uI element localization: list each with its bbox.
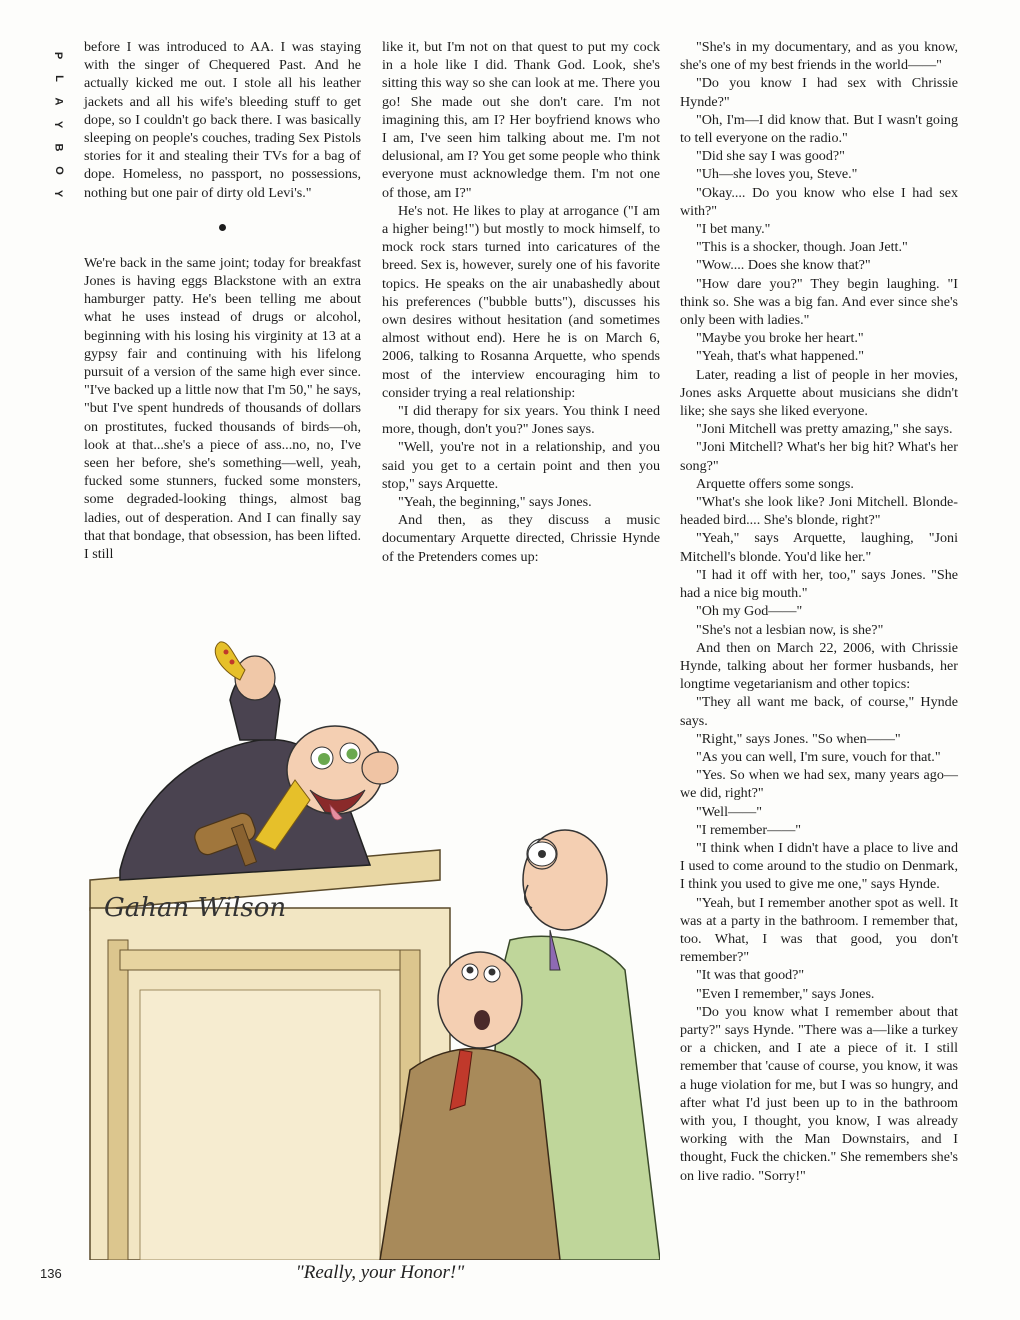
cartoon-caption: "Really, your Honor!" xyxy=(295,1262,465,1283)
paragraph: "Well——" xyxy=(696,803,762,820)
paragraph: "They all want me back, of course," Hynde says. xyxy=(680,694,958,729)
paragraph: "I bet many." xyxy=(696,221,771,238)
section-break-bullet xyxy=(219,224,226,231)
running-head-letter: Y xyxy=(52,120,65,129)
paragraph: "It was that good?" xyxy=(696,967,805,984)
page-number: 136 xyxy=(40,1266,62,1281)
paragraph: He's not. He likes to play at arrogance ("I am a higher being!") but mostly to mock himself, to mock rock stars turned into caricatures of the breed. Sex is, however, surely one of his favorite topics. He speaks on the air unabashedly about his preferences ("bubble butts"), discusses his own desires without hesitation (and sometimes almost without end). Here he is on March 6, 2006, talking to Rosanna Arquette, who spends most of the interview encouraging him to consider trying a real relationship: xyxy=(382,202,660,401)
text-column-1 xyxy=(84,38,361,563)
paragraph: "Okay.... Do you know who else I had sex with?" xyxy=(680,184,958,219)
running-head-letter: O xyxy=(52,166,65,175)
signature-text: Gahan Wilson xyxy=(104,893,287,923)
paragraph: "Well, you're not in a relationship, and you said you get to a certain point and then you stop," says Arquette. xyxy=(382,439,660,492)
paragraph: "Yes. So when we had sex, many years ago—we did, right?" xyxy=(680,767,958,802)
text-column-3 xyxy=(680,38,958,1185)
paragraph: "I had it off with her, too," says Jones. "She had a nice big mouth." xyxy=(680,566,958,602)
running-head-letter: A xyxy=(52,97,65,106)
paragraph: Later, reading a list of people in her movies, Jones asks Arquette about musicians she didn't like; she says she liked everyone. xyxy=(680,366,958,420)
paragraph: "As you can well, I'm sure, vouch for that." xyxy=(696,748,941,765)
paragraph: "How dare you?" They begin laughing. "I think so. She was a big fan. And ever since she's only been with ladies." xyxy=(680,275,958,329)
paragraph: "This is a shocker, though. Joan Jett." xyxy=(696,239,908,256)
paragraph: And then, as they discuss a music documentary Arquette directed, Chrissie Hynde of the Pretenders comes up: xyxy=(382,512,660,565)
paragraph: "Do you know what I remember about that party?" says Hynde. "There was a—like a turkey or a chicken, and I ate a piece of it. I still remember that 'cause of course, you know, it was a huge violation for me, but I was so hungry, and after what I'd just been up to in the bathroom with you, I thought, you know, I was already working with the Man Downstairs, and I thought, Fuck the chicken." She remembers she's on live radio. "Sorry!" xyxy=(680,1003,958,1184)
running-head-letter: Y xyxy=(52,189,65,198)
paragraph: "Right," says Jones. "So when——" xyxy=(696,730,901,747)
running-head-letter: L xyxy=(52,75,65,82)
paragraph: "I think when I didn't have a place to live and I used to come around to the studio on Denmark, I think you used to give me one," says Hynde. xyxy=(680,839,958,893)
paragraph: "She's in my documentary, and as you know, she's one of my best friends in the world——" xyxy=(680,39,958,74)
artist-signature xyxy=(104,893,286,923)
paragraph: "Joni Mitchell was pretty amazing," she says. xyxy=(696,421,953,438)
paragraph: "Yeah," says Arquette, laughing, "Joni Mitchell's blonde. You'd like her." xyxy=(680,530,958,565)
paragraph: "I remember——" xyxy=(696,821,802,838)
paragraph: "Uh—she loves you, Steve." xyxy=(696,166,858,183)
cartoon-illustration xyxy=(80,640,660,1260)
paragraph: "Yeah, that's what happened." xyxy=(696,348,865,365)
paragraph: "Joni Mitchell? What's her big hit? What's her song?" xyxy=(680,439,958,474)
paragraph: "Did she say I was good?" xyxy=(696,148,845,165)
paragraph: "Oh my God——" xyxy=(696,603,803,620)
running-head-letter: P xyxy=(52,51,65,60)
paragraph: "Yeah, but I remember another spot as well. It was at a party in the bathroom. I remember that, too. What, I was that good, you don't remember?" xyxy=(680,894,958,966)
paragraph: We're back in the same joint; today for breakfast Jones is having eggs Blackstone with an extra hamburger patty. He's been telling me about what he uses instead of drugs or alcohol, beginning with his losing his virginity at 13 at a gypsy fair and continuing with his lifelong pursuit of a version of the same high ever since. "I've backed up a little now that I'm 50," he says, "but I've spent hundreds of thousands of dollars on prostitutes, fucked thousands of birds—oh, look at that...she's a piece of ass...no, no, I've seen her before, she's something—well, yeah, fucked some stunners, fucked some monsters, some degraded-looking things, almost bag ladies, out of desperation. And I can finally say that that bondage, that obsession, has been lifted. I still xyxy=(84,254,361,563)
paragraph: "Oh, I'm—I did know that. But I wasn't going to tell everyone on the radio." xyxy=(680,111,958,147)
running-head-playboy xyxy=(50,44,66,205)
judge-figure xyxy=(120,642,398,880)
text-column-2 xyxy=(382,38,660,566)
running-head-letter: B xyxy=(52,143,65,152)
paragraph: "I did therapy for six years. You think I need more, though, don't you?" Jones says. xyxy=(382,403,660,438)
paragraph: "Even I remember," says Jones. xyxy=(696,985,875,1002)
paragraph: "Maybe you broke her heart." xyxy=(696,330,864,347)
paragraph: "Wow.... Does she know that?" xyxy=(696,257,871,274)
paragraph: "She's not a lesbian now, is she?" xyxy=(696,621,884,638)
paragraph: "Do you know I had sex with Chrissie Hynde?" xyxy=(680,75,958,110)
paragraph: "What's she look like? Joni Mitchell. Blonde-headed bird.... She's blonde, right?" xyxy=(680,494,958,529)
paragraph: "Yeah, the beginning," says Jones. xyxy=(398,494,592,511)
paragraph: like it, but I'm not on that quest to put my cock in a hole like I did. Thank God. Look, she's sitting this way so she can look at me. There you go! She made out she don't care. I'm not imagining this, am I? Her boyfriend knows who I am, I've seen him talking about me. I'm not delusional, am I? You get some people who think everyone must acknowledge them. I'm not one of those, am I?" xyxy=(382,39,660,201)
paragraph: And then on March 22, 2006, with Chrissie Hynde, talking about her former husbands, her longtime vegetarianism and other topics: xyxy=(680,639,958,693)
paragraph: Arquette offers some songs. xyxy=(696,475,854,492)
paragraph: before I was introduced to AA. I was staying with the singer of Chequered Past. And he actually kicked me out. I stole all his leather jackets and all his wife's bleeding stuff to get dope, so I couldn't go back there. I was basically sleeping on people's couches, trading Sex Pistols stories for it and stealing their TVs for a bag of dope. Homeless, no passport, no possessions, nothing but one pair of dirty old Levi's." xyxy=(84,39,361,201)
